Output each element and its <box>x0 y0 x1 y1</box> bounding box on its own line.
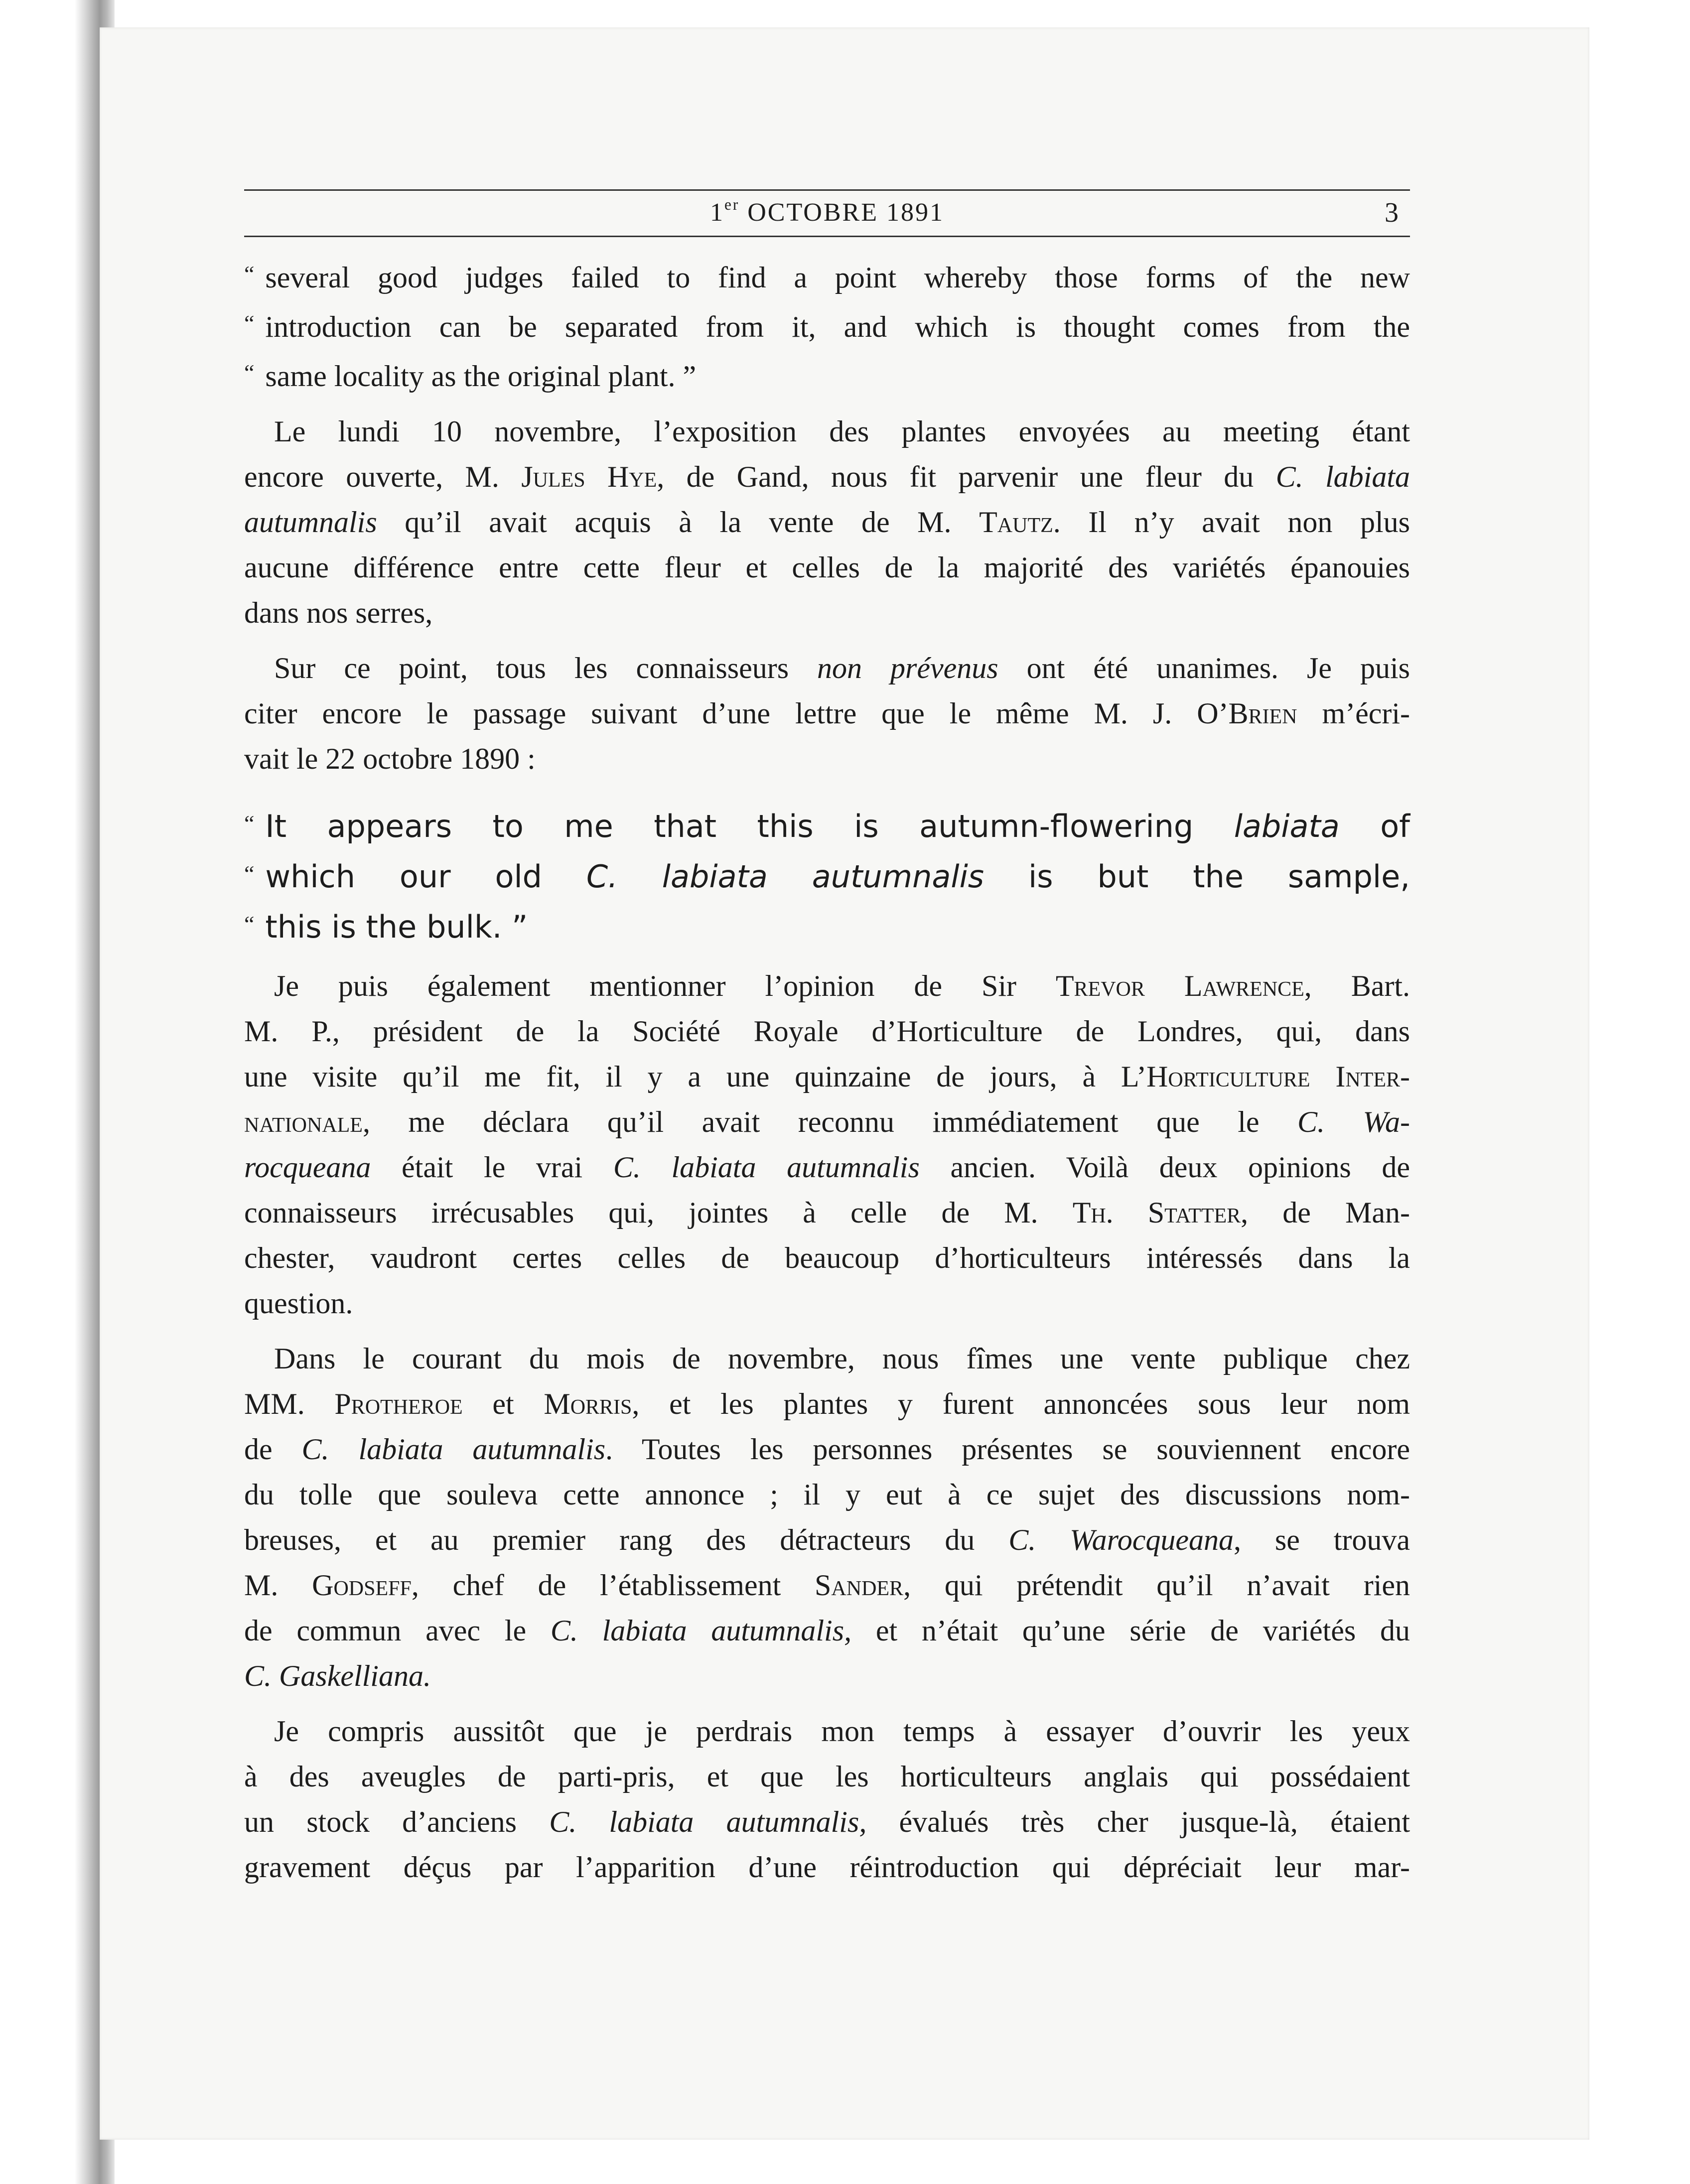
body-text <box>244 251 1410 1890</box>
text-line: autumnalis qu’il avait acquis à la vente de M. Tautz. Il n’y avait non plus <box>244 506 1410 539</box>
highlighted-quote <box>244 800 1410 951</box>
paragraph-connaisseurs <box>244 646 1410 782</box>
text-line: Dans le courant du mois de novembre, nous fîmes une vente publique chez <box>274 1342 1410 1375</box>
text-line: gravement déçus par l’apparition d’une réintroduction qui dépréciait leur mar- <box>244 1851 1410 1884</box>
text-line: un stock d’anciens C. labiata autumnalis, évalués très cher jusque-là, étaient <box>244 1805 1410 1838</box>
text-line: de C. labiata autumnalis. Toutes les personnes présentes se souviennent encore <box>244 1433 1410 1466</box>
text-line: encore ouverte, M. Jules Hye, de Gand, nous fit parvenir une fleur du C. labiata <box>244 460 1410 493</box>
header-date: 1er OCTOBRE 1891 <box>710 196 944 227</box>
text-line: Sur ce point, tous les connaisseurs non prévenus ont été unanimes. Je puis <box>274 652 1410 684</box>
paragraph-english-quote-end <box>244 251 1410 399</box>
text-line: nationale, me déclara qu’il avait reconnu immédiatement que le C. Wa- <box>244 1105 1410 1138</box>
header-rule-bottom <box>244 236 1410 237</box>
text-line: M. P., président de la Société Royale d’Horticulture de Londres, qui, dans <box>244 1015 1410 1048</box>
text-line: citer encore le passage suivant d’une lettre que le même M. J. O’Brien m’écri- <box>244 697 1410 730</box>
text-line: Le lundi 10 novembre, l’exposition des plantes envoyées au meeting étant <box>274 415 1410 448</box>
text-line: aucune différence entre cette fleur et celles de la majorité des variétés épanouies <box>244 551 1410 584</box>
text-line: M. Godseff, chef de l’établissement Sander, qui prétendit qu’il n’avait rien <box>244 1569 1410 1602</box>
text-line: dans nos serres, <box>244 596 433 629</box>
text-line: question. <box>244 1287 353 1320</box>
text-line: “ introduction can be separated from it, and which is thought comes from the <box>244 310 1410 343</box>
text-line: connaisseurs irrécusables qui, jointes à celle de M. Th. Statter, de Man- <box>244 1196 1410 1229</box>
quote-line: “ which our old C. labiata autumnalis is but the sample, <box>244 858 1410 895</box>
text-line: Je puis également mentionner l’opinion de Sir Trevor Lawrence, Bart. <box>274 969 1410 1002</box>
text-line: vait le 22 octobre 1890 : <box>244 742 536 775</box>
quote-line: “ It appears to me that this is autumn-flowering labiata of <box>244 808 1410 844</box>
document-page <box>244 189 1410 1900</box>
text-line: “ same locality as the original plant. ” <box>244 360 697 393</box>
paragraph-exposition <box>244 409 1410 636</box>
scan-binding-edge <box>0 0 115 2184</box>
text-line: de commun avec le C. labiata autumnalis, et n’était qu’une série de variétés du <box>244 1614 1410 1647</box>
text-line: MM. Protheroe et Morris, et les plantes y furent annoncées sous leur nom <box>244 1387 1410 1420</box>
text-line: du tolle que souleva cette annonce ; il y eut à ce sujet des discussions nom- <box>244 1478 1410 1511</box>
paragraph-vente-publique <box>244 1336 1410 1699</box>
text-line: “ several good judges failed to find a point whereby those forms of the new <box>244 261 1410 294</box>
quote-line: “ this is the bulk. ” <box>244 909 528 945</box>
text-line: C. Gaskelliana. <box>244 1659 431 1692</box>
text-line: une visite qu’il me fit, il y a une quinzaine de jours, à L’Horticulture Inter- <box>244 1060 1410 1093</box>
text-line: Je compris aussitôt que je perdrais mon temps à essayer d’ouvrir les yeux <box>274 1715 1410 1748</box>
running-header <box>244 191 1410 236</box>
text-line: chester, vaudront certes celles de beaucoup d’horticulteurs intéressés dans la <box>244 1241 1410 1274</box>
text-line: breuses, et au premier rang des détracteurs du C. Warocqueana, se trouva <box>244 1523 1410 1556</box>
page-number: 3 <box>1385 197 1400 228</box>
paragraph-trevor-lawrence <box>244 963 1410 1326</box>
paragraph-aveugles <box>244 1709 1410 1890</box>
text-line: à des aveugles de parti-pris, et que les horticulteurs anglais qui possédaient <box>244 1760 1410 1793</box>
text-line: rocqueana était le vrai C. labiata autumnalis ancien. Voilà deux opinions de <box>244 1151 1410 1184</box>
